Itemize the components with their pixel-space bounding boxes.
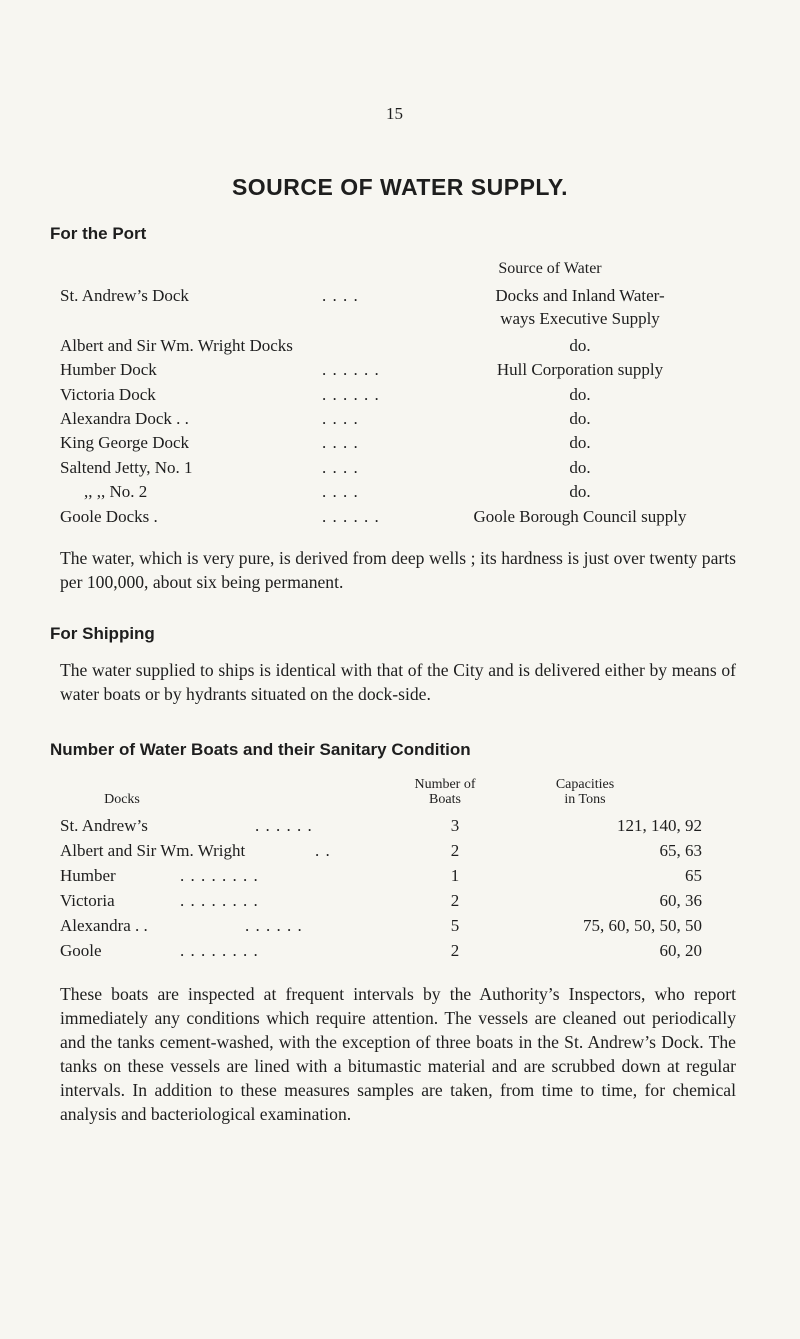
- port-dock-name: Albert and Sir Wm. Wright Docks: [60, 336, 293, 355]
- port-water-source: do.: [569, 336, 591, 355]
- leader-dots: . . . . . .: [322, 507, 380, 526]
- port-row: [60, 360, 760, 385]
- boat-dock-name: Humber: [60, 866, 116, 885]
- port-dock-name: St. Andrew’s Dock: [60, 286, 189, 305]
- boat-capacities: 121, 140, 92: [617, 816, 702, 835]
- port-row: [60, 385, 760, 410]
- source-column-header: Source of Water: [498, 260, 602, 277]
- boat-dock-name: Goole: [60, 941, 102, 960]
- shipping-section-heading: For Shipping: [50, 624, 155, 643]
- capacity-column-header-line1: Capacities: [555, 777, 615, 792]
- boat-count: 5: [450, 916, 460, 935]
- boat-capacities: 75, 60, 50, 50, 50: [583, 916, 702, 935]
- table-row: [60, 891, 760, 916]
- port-section-heading: For the Port: [50, 224, 147, 243]
- boat-count: 1: [450, 866, 460, 885]
- boat-dock-name: Victoria: [60, 891, 115, 910]
- port-water-source: Goole Borough Council supply: [473, 507, 687, 526]
- table-row: [60, 941, 760, 966]
- boats-section-heading: Number of Water Boats and their Sanitary Condition: [50, 740, 471, 759]
- number-column-header-line2: Boats: [429, 792, 461, 807]
- boat-capacities: 65: [685, 866, 702, 885]
- boat-count: 2: [450, 891, 460, 910]
- leader-dots: . . . . . .: [322, 360, 380, 379]
- leader-dots: . . . .: [322, 286, 359, 305]
- table-row: [60, 866, 760, 891]
- port-dock-name: Alexandra Dock . .: [60, 409, 189, 428]
- port-water-source: Hull Corporation supply: [496, 360, 664, 379]
- port-row-continuation: [60, 309, 760, 334]
- table-row: [60, 916, 760, 941]
- leader-dots: . . . . . .: [245, 916, 303, 935]
- boat-dock-name: Albert and Sir Wm. Wright: [60, 841, 246, 860]
- port-water-source-line2: ways Executive Supply: [500, 309, 660, 328]
- leader-dots: . . . .: [322, 409, 359, 428]
- leader-dots: . . . .: [322, 482, 359, 501]
- boat-dock-name: St. Andrew’s: [60, 816, 148, 835]
- water-quality-paragraph: The water, which is very pure, is derived from deep wells ; its hardness is just over twenty parts per 100,000, about six being permanent.: [60, 548, 736, 592]
- boat-capacities: 60, 20: [659, 941, 702, 960]
- port-row: [60, 286, 760, 311]
- table-row: [60, 841, 760, 866]
- port-dock-name: ,, ,, No. 2: [84, 482, 148, 501]
- port-row: [60, 336, 760, 361]
- boat-count: 2: [450, 941, 460, 960]
- port-row: [60, 507, 760, 532]
- port-dock-name: King George Dock: [60, 433, 190, 452]
- boat-count: 2: [450, 841, 460, 860]
- table-row: [60, 816, 760, 841]
- boat-count: 3: [450, 816, 460, 835]
- number-column-header-line1: Number of: [414, 777, 476, 792]
- page-title: SOURCE OF WATER SUPPLY.: [231, 174, 569, 200]
- capacity-column-header-line2: in Tons: [564, 792, 606, 807]
- port-dock-name: Goole Docks .: [60, 507, 158, 526]
- leader-dots: . . . . . . . .: [180, 891, 259, 910]
- docks-column-header: Docks: [104, 792, 140, 807]
- port-water-source: do.: [569, 433, 591, 452]
- port-row: [60, 409, 760, 434]
- port-row: [60, 433, 760, 458]
- boat-capacities: 65, 63: [659, 841, 702, 860]
- leader-dots: . .: [315, 841, 331, 860]
- page-number: 15: [386, 104, 403, 123]
- port-dock-name: Saltend Jetty, No. 1: [60, 458, 193, 477]
- port-water-source: do.: [569, 482, 591, 501]
- boat-capacities: 60, 36: [659, 891, 702, 910]
- port-water-source: do.: [569, 409, 591, 428]
- shipping-paragraph: The water supplied to ships is identical with that of the City and is delivered either by means of water boats or by hydrants situated on the dock-side.: [60, 660, 736, 704]
- leader-dots: . . . .: [322, 458, 359, 477]
- port-water-source: do.: [569, 458, 591, 477]
- port-row: [60, 458, 760, 483]
- leader-dots: . . . . . .: [322, 385, 380, 404]
- leader-dots: . . . .: [322, 433, 359, 452]
- inspection-paragraph: These boats are inspected at frequent intervals by the Authority’s Inspectors, who report immediately any conditions which require attention. The vessels are cleaned out periodically and the tanks cement-washed, with the exception of three boats in the St. Andrew’s Dock. The tanks on these vessels are lined with a bitumastic material and are scrubbed down at regular intervals. In addition to these measures samples are taken, from time to time, for chemical analysis and bacteriological examination.: [60, 984, 736, 1124]
- port-dock-name: Victoria Dock: [60, 385, 156, 404]
- port-row: [60, 482, 760, 507]
- port-dock-name: Humber Dock: [60, 360, 157, 379]
- leader-dots: . . . . . . . .: [180, 866, 259, 885]
- leader-dots: . . . . . . . .: [180, 941, 259, 960]
- boat-dock-name: Alexandra . .: [60, 916, 148, 935]
- port-water-source: Docks and Inland Water-: [495, 286, 665, 305]
- port-water-source: do.: [569, 385, 591, 404]
- leader-dots: . . . . . .: [255, 816, 313, 835]
